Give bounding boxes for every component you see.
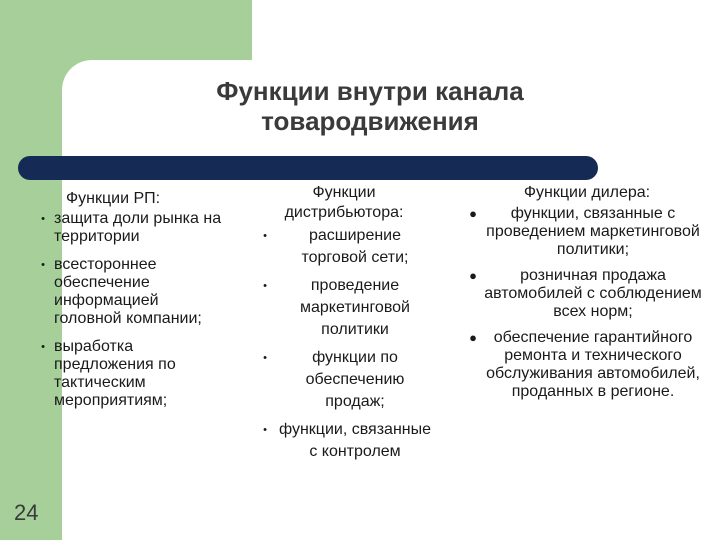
bullet-icon: • — [41, 259, 45, 271]
column-dealer — [462, 183, 702, 405]
bullet-icon: • — [41, 341, 45, 353]
slide-title: Функции внутри канала товародвижения — [216, 76, 524, 136]
list-item: • защита доли рынка на территории — [32, 210, 222, 246]
column-heading: Функции дистрибьютора: — [284, 184, 404, 221]
column-heading: Функции РП: — [66, 190, 161, 207]
column-heading: Функции дилера: — [523, 184, 651, 201]
bullet-icon: ● — [469, 330, 477, 345]
bullet-icon: ● — [469, 268, 477, 283]
bullet-list — [32, 210, 222, 410]
bullet-icon: • — [263, 230, 267, 242]
slide-number: 24 — [14, 500, 39, 525]
list-item: • проведение маркетинговой политики — [254, 275, 434, 341]
column-distributor — [254, 183, 434, 467]
list-item: ● обеспечение гарантийного ремонта и технического обслуживания автомобилей, проданных в регионе. — [462, 329, 702, 401]
column-rp — [32, 190, 222, 414]
list-item: • всестороннее обеспечение информацией головной компании; — [32, 256, 222, 328]
title-divider-bar — [18, 156, 598, 180]
list-item: ● розничная продажа автомобилей с соблюдением всех норм; — [462, 267, 702, 321]
bullet-list — [462, 205, 702, 401]
list-item: • выработка предложения по тактическим мероприятиям; — [32, 338, 222, 410]
bullet-icon: ● — [469, 206, 477, 221]
list-item: • функции по обеспечению продаж; — [254, 347, 434, 413]
list-item: • функции, связанные с контролем — [254, 419, 434, 463]
bullet-icon: • — [41, 213, 45, 225]
bullet-icon: • — [263, 280, 267, 292]
bullet-icon: • — [263, 352, 267, 364]
list-item: ● функции, связанные с проведением маркетинговой политики; — [462, 205, 702, 259]
bullet-list — [254, 225, 434, 463]
list-item: • расширение торговой сети; — [254, 225, 434, 269]
bullet-icon: • — [263, 424, 267, 436]
